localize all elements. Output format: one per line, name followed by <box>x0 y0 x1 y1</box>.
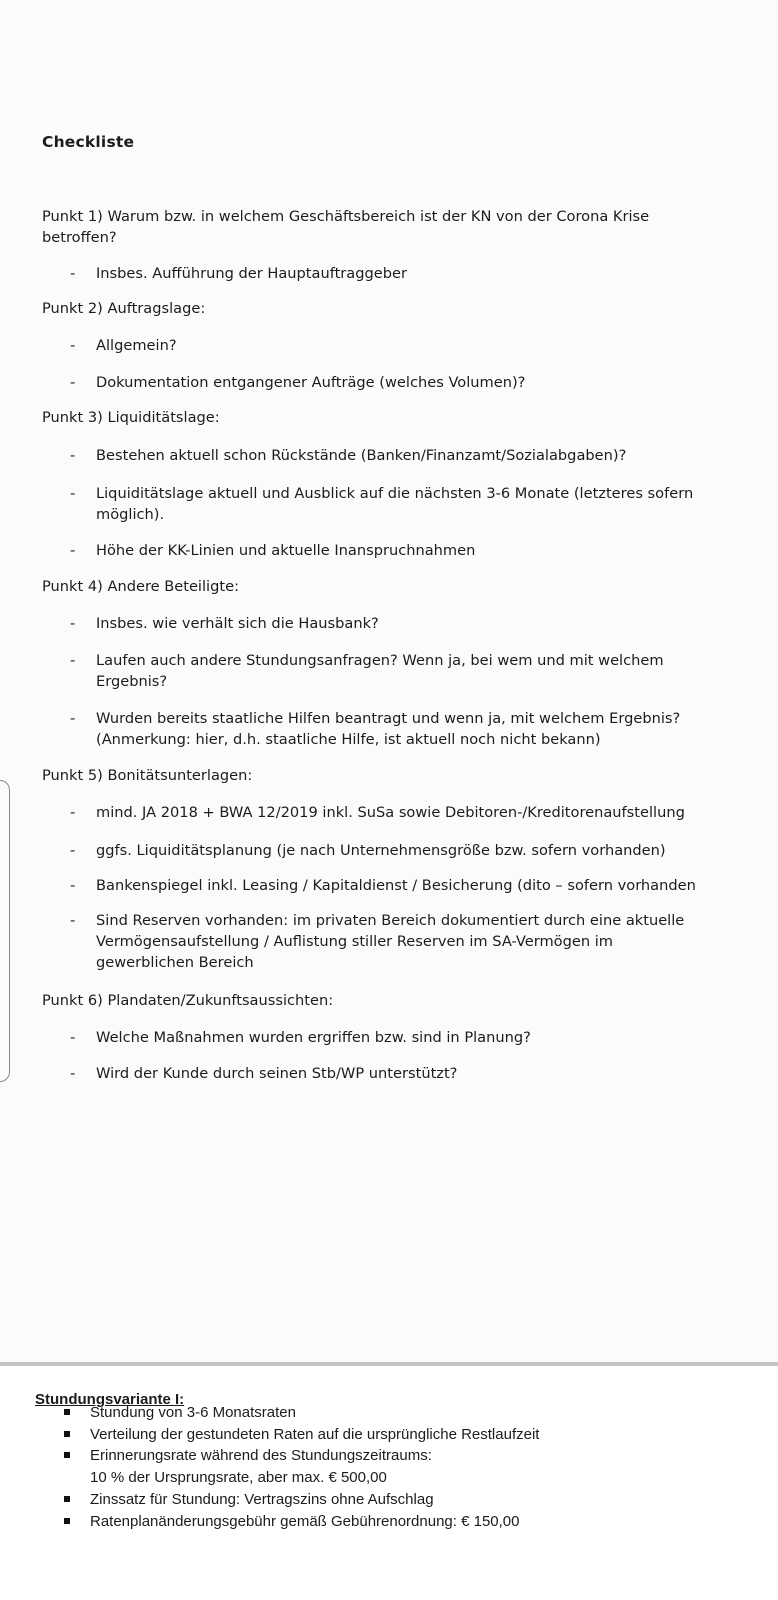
list-dash: - <box>70 374 76 391</box>
list-item: Laufen auch andere Stundungsanfragen? Wenn ja, bei wem und mit welchem <box>96 652 664 669</box>
list-item: ggfs. Liquiditätsplanung (je nach Unternehmensgröße bzw. sofern vorhanden) <box>96 842 666 859</box>
list-dash: - <box>70 1065 76 1082</box>
list-dash: - <box>70 842 76 859</box>
list-item: Wird der Kunde durch seinen Stb/WP unterstützt? <box>96 1065 458 1082</box>
bullet-icon <box>64 1409 70 1415</box>
variant-title: Stundungsvariante I: <box>35 1391 185 1408</box>
section-heading: Punkt 3) Liquiditätslage: <box>42 409 220 426</box>
margin-bracket <box>0 780 10 1082</box>
list-item: Ergebnis? <box>96 673 168 690</box>
document-title: Checkliste <box>42 133 135 151</box>
section-heading: Punkt 4) Andere Beteiligte: <box>42 578 239 595</box>
list-dash: - <box>70 337 76 354</box>
variant-item-text: 10 % der Ursprungsrate, aber max. € 500,00 <box>90 1469 387 1486</box>
list-dash: - <box>70 1029 76 1046</box>
bullet-icon <box>64 1496 70 1502</box>
list-item: Welche Maßnahmen wurden ergriffen bzw. sind in Planung? <box>96 1029 531 1046</box>
section-heading: Punkt 5) Bonitätsunterlagen: <box>42 767 253 784</box>
list-dash: - <box>70 542 76 559</box>
list-item: Allgemein? <box>96 337 177 354</box>
variant-item-text: Ratenplanänderungsgebühr gemäß Gebührenordnung: € 150,00 <box>90 1513 520 1530</box>
variant-section <box>0 1366 778 1600</box>
list-item: möglich). <box>96 506 165 523</box>
variant-item-text: Erinnerungsrate während des Stundungszeitraums: <box>90 1447 432 1464</box>
list-item: Insbes. wie verhält sich die Hausbank? <box>96 615 379 632</box>
list-dash: - <box>70 615 76 632</box>
section-heading: Punkt 1) Warum bzw. in welchem Geschäftsbereich ist der KN von der Corona Krise <box>42 208 650 225</box>
bullet-icon <box>64 1452 70 1458</box>
list-dash: - <box>70 447 76 464</box>
list-dash: - <box>70 804 76 821</box>
bullet-icon <box>64 1431 70 1437</box>
list-item: Bestehen aktuell schon Rückstände (Banken/Finanzamt/Sozialabgaben)? <box>96 447 627 464</box>
list-dash: - <box>70 912 76 929</box>
section-heading: betroffen? <box>42 229 117 246</box>
list-item: Dokumentation entgangener Aufträge (welches Volumen)? <box>96 374 526 391</box>
list-item: mind. JA 2018 + BWA 12/2019 inkl. SuSa sowie Debitoren-/Kreditorenaufstellung <box>96 804 685 821</box>
section-heading: Punkt 2) Auftragslage: <box>42 300 206 317</box>
list-item: Bankenspiegel inkl. Leasing / Kapitaldienst / Besicherung (dito – sofern vorhanden <box>96 877 696 894</box>
list-item: Wurden bereits staatliche Hilfen beantragt und wenn ja, mit welchem Ergebnis? <box>96 710 681 727</box>
list-dash: - <box>70 485 76 502</box>
list-dash: - <box>70 265 76 282</box>
list-dash: - <box>70 652 76 669</box>
list-item: Vermögensaufstellung / Auflistung stiller Reserven im SA-Vermögen im <box>96 933 614 950</box>
variant-item-text: Stundung von 3-6 Monatsraten <box>90 1404 296 1421</box>
variant-item-text: Zinssatz für Stundung: Vertragszins ohne Aufschlag <box>90 1491 434 1508</box>
list-item: Höhe der KK-Linien und aktuelle Inanspruchnahmen <box>96 542 476 559</box>
list-item: gewerblichen Bereich <box>96 954 254 971</box>
section-heading: Punkt 6) Plandaten/Zukunftsaussichten: <box>42 992 334 1009</box>
list-item: Liquiditätslage aktuell und Ausblick auf die nächsten 3-6 Monate (letzteres sofern <box>96 485 694 502</box>
list-dash: - <box>70 710 76 727</box>
variant-item-text: Verteilung der gestundeten Raten auf die ursprüngliche Restlaufzeit <box>90 1426 540 1443</box>
list-item: Insbes. Aufführung der Hauptauftraggeber <box>96 265 407 282</box>
list-item: Sind Reserven vorhanden: im privaten Bereich dokumentiert durch eine aktuelle <box>96 912 685 929</box>
bullet-icon <box>64 1518 70 1524</box>
list-dash: - <box>70 877 76 894</box>
list-item: (Anmerkung: hier, d.h. staatliche Hilfe, ist aktuell noch nicht bekann) <box>96 731 601 748</box>
